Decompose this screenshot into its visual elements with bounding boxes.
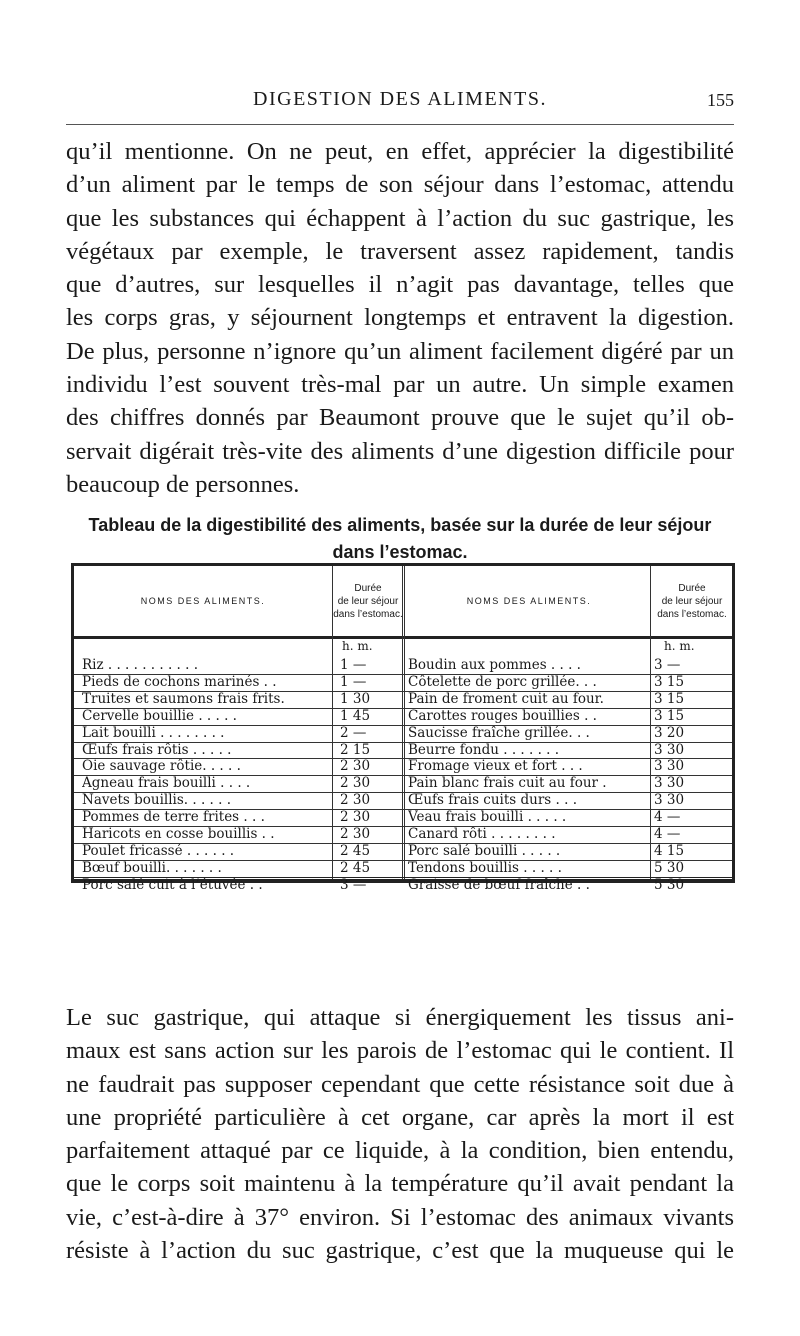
food-name-right: Tendons bouillis . . . . .: [408, 859, 562, 876]
duration-left: 2 30: [340, 792, 371, 809]
duration-left: 2 30: [340, 758, 371, 775]
row-separator: [74, 809, 732, 810]
food-name-left: Poulet fricassé . . . . . .: [82, 842, 235, 859]
duration-left: 2 30: [340, 809, 371, 826]
food-name-left: Pieds de cochons marinés . .: [82, 673, 277, 690]
table-row: [74, 843, 732, 860]
text-line: individu l’est souvent très-mal par un autre. Un simple examen: [66, 371, 734, 399]
duration-left: 1 45: [340, 707, 371, 724]
text-line: vie, c’est-à-dire à 37° environ. Si l’estomac des animaux vivants: [66, 1203, 734, 1231]
duration-left: 1 —: [340, 657, 367, 673]
row-separator: [74, 775, 732, 776]
food-name-right: Saucisse fraîche grillée. . .: [408, 724, 590, 741]
text-line: des chiffres donnés par Beaumont prouve que le sujet qu’il ob-: [66, 404, 734, 432]
row-separator: [74, 860, 732, 861]
text-line: ne faudrait pas supposer cependant que cette résistance soit due à: [66, 1070, 734, 1098]
table-row: [74, 860, 732, 877]
duration-left: 2 45: [340, 859, 371, 876]
text-line: que le corps soit maintenu à la température qu’il avait pendant la: [66, 1170, 734, 1198]
caption-line-1: Tableau de la digestibilité des aliments, basée sur la durée de leur séjour: [88, 515, 712, 535]
food-name-right: Canard rôti . . . . . . . .: [408, 826, 556, 842]
paragraph-1: [66, 135, 734, 501]
table-row: [74, 657, 732, 674]
text-line: végétaux par exemple, le traversent assez rapidement, tandis: [66, 237, 734, 265]
food-name-left: Haricots en cosse bouillis . .: [82, 826, 275, 842]
running-header: [66, 84, 734, 118]
table-row: [74, 809, 732, 826]
duration-left: 2 —: [340, 724, 367, 741]
food-name-right: Graisse de bœuf fraîche . .: [408, 876, 590, 893]
row-separator: [74, 826, 732, 827]
header-duration-line: dans l’estomac.: [333, 608, 403, 620]
duration-left: 2 30: [340, 826, 371, 842]
header-rule: [66, 124, 734, 125]
page-number: 155: [707, 90, 734, 110]
food-name-left: Riz . . . . . . . . . . .: [82, 657, 199, 673]
header-names-left: NOMS DES ALIMENTS.: [140, 596, 266, 606]
text-line: beaucoup de personnes.: [66, 470, 300, 498]
food-name-right: Pain blanc frais cuit au four .: [408, 775, 607, 792]
text-line: parfaitement attaqué par ce liquide, à la condition, bien entendu,: [66, 1137, 734, 1165]
duration-left: 1 —: [340, 673, 367, 690]
table-row: [74, 792, 732, 809]
duration-right: 3 30: [654, 775, 685, 792]
text-line: que d’autres, sur lesquelles il n’agit pas davantage, telles que: [66, 271, 734, 299]
food-name-left: Truites et saumons frais frits.: [82, 690, 285, 707]
food-name-left: Navets bouillis. . . . . .: [82, 792, 231, 809]
duration-left: 2 30: [340, 775, 371, 792]
row-separator: [74, 674, 732, 675]
duration-right: 3 30: [654, 741, 685, 758]
duration-right: 5 30: [654, 859, 685, 876]
table-row: [74, 674, 732, 691]
duration-right: 4 —: [654, 809, 681, 826]
table-body: [74, 639, 732, 893]
food-name-right: Carottes rouges bouillies . .: [408, 707, 597, 724]
food-name-left: Cervelle bouillie . . . . .: [82, 707, 237, 724]
duration-right: 3 30: [654, 792, 685, 809]
caption-line-2: dans l’estomac.: [332, 542, 468, 562]
table-row: [74, 826, 732, 843]
duration-left: 3 —: [340, 876, 367, 893]
text-line: d’un aliment par le temps de son séjour dans l’estomac, attendu: [66, 171, 734, 199]
header-duration-line: Durée: [678, 582, 706, 594]
food-name-right: Pain de froment cuit au four.: [408, 690, 604, 707]
food-name-right: Côtelette de porc grillée. . .: [408, 673, 597, 690]
text-line: De plus, personne n’ignore qu’un aliment facilement digéré par un: [66, 337, 734, 365]
table-row: [74, 758, 732, 775]
food-name-right: Beurre fondu . . . . . . .: [408, 741, 560, 758]
food-name-left: Oie sauvage rôtie. . . . .: [82, 758, 241, 775]
table-row: [74, 708, 732, 725]
header-duration-line: de leur séjour: [661, 595, 723, 607]
header-duration-line: dans l’estomac.: [657, 608, 727, 620]
duration-right: 4 —: [654, 826, 681, 842]
duration-right: 3 20: [654, 724, 685, 741]
duration-right: 3 15: [654, 707, 685, 724]
header-duration-line: Durée: [354, 582, 382, 594]
food-name-right: Veau frais bouilli . . . . .: [408, 809, 567, 826]
header-duration-left: [332, 566, 404, 636]
units-right: h. m.: [664, 639, 695, 653]
duration-left: 2 45: [340, 842, 371, 859]
header-duration-right: [652, 566, 732, 636]
duration-left: 1 30: [340, 690, 371, 707]
duration-right: 3 —: [654, 657, 681, 673]
food-name-left: Œufs frais rôtis . . . . .: [82, 741, 232, 758]
table-row: [74, 775, 732, 792]
duration-left: 2 15: [340, 741, 371, 758]
row-separator: [74, 792, 732, 793]
duration-right: 4 15: [654, 842, 685, 859]
table-row: [74, 725, 732, 742]
text-line: Le suc gastrique, qui attaque si énergiquement les tissus ani-: [66, 1004, 734, 1031]
table-row: [74, 742, 732, 759]
text-line: résiste à l’action du suc gastrique, c’est que la muqueuse qui le: [66, 1237, 734, 1265]
units-left: h. m.: [342, 639, 373, 653]
food-name-right: Boudin aux pommes . . . .: [408, 657, 581, 673]
text-line: les corps gras, y séjournent longtemps et entravent la digestion.: [66, 304, 734, 332]
row-separator: [74, 725, 732, 726]
food-name-left: Bœuf bouilli. . . . . . .: [82, 859, 222, 876]
food-name-right: Œufs frais cuits durs . . .: [408, 792, 577, 809]
duration-right: 3 15: [654, 690, 685, 707]
food-name-left: Lait bouilli . . . . . . . .: [82, 724, 225, 741]
duration-right: 3 30: [654, 758, 685, 775]
text-line: une propriété particulière à cet organe, car après la mort il est: [66, 1103, 734, 1131]
header-duration-line: de leur séjour: [337, 595, 399, 607]
text-line: servait digérait très-vite des aliments d’une digestion difficile pour: [66, 437, 734, 465]
duration-right: 5 30: [654, 876, 685, 893]
food-name-right: Porc salé bouilli . . . . .: [408, 842, 561, 859]
header-names-right: NOMS DES ALIMENTS.: [466, 596, 592, 606]
digestibility-table: [71, 563, 735, 893]
text-line: que les substances qui échappent à l’action du suc gastrique, les: [66, 204, 734, 232]
row-separator: [74, 758, 732, 759]
food-name-right: Fromage vieux et fort . . .: [408, 758, 583, 775]
row-separator: [74, 691, 732, 692]
text-line: qu’il mentionne. On ne peut, en effet, apprécier la digestibilité: [66, 138, 734, 165]
row-separator: [74, 708, 732, 709]
row-separator: [74, 843, 732, 844]
table-caption: [66, 512, 734, 566]
duration-right: 3 15: [654, 673, 685, 690]
row-separator: [74, 742, 732, 743]
food-name-left: Porc salé cuit à l’étuvée . .: [82, 876, 263, 893]
table-row: [74, 691, 732, 708]
table-bottom-rule: [74, 877, 732, 880]
running-title: DIGESTION DES ALIMENTS.: [253, 88, 547, 110]
text-line: maux est sans action sur les parois de l’estomac qui le contient. Il: [66, 1037, 734, 1065]
paragraph-2: [66, 1001, 734, 1267]
food-name-left: Pommes de terre frites . . .: [82, 809, 265, 826]
food-name-left: Agneau frais bouilli . . . .: [82, 775, 251, 792]
